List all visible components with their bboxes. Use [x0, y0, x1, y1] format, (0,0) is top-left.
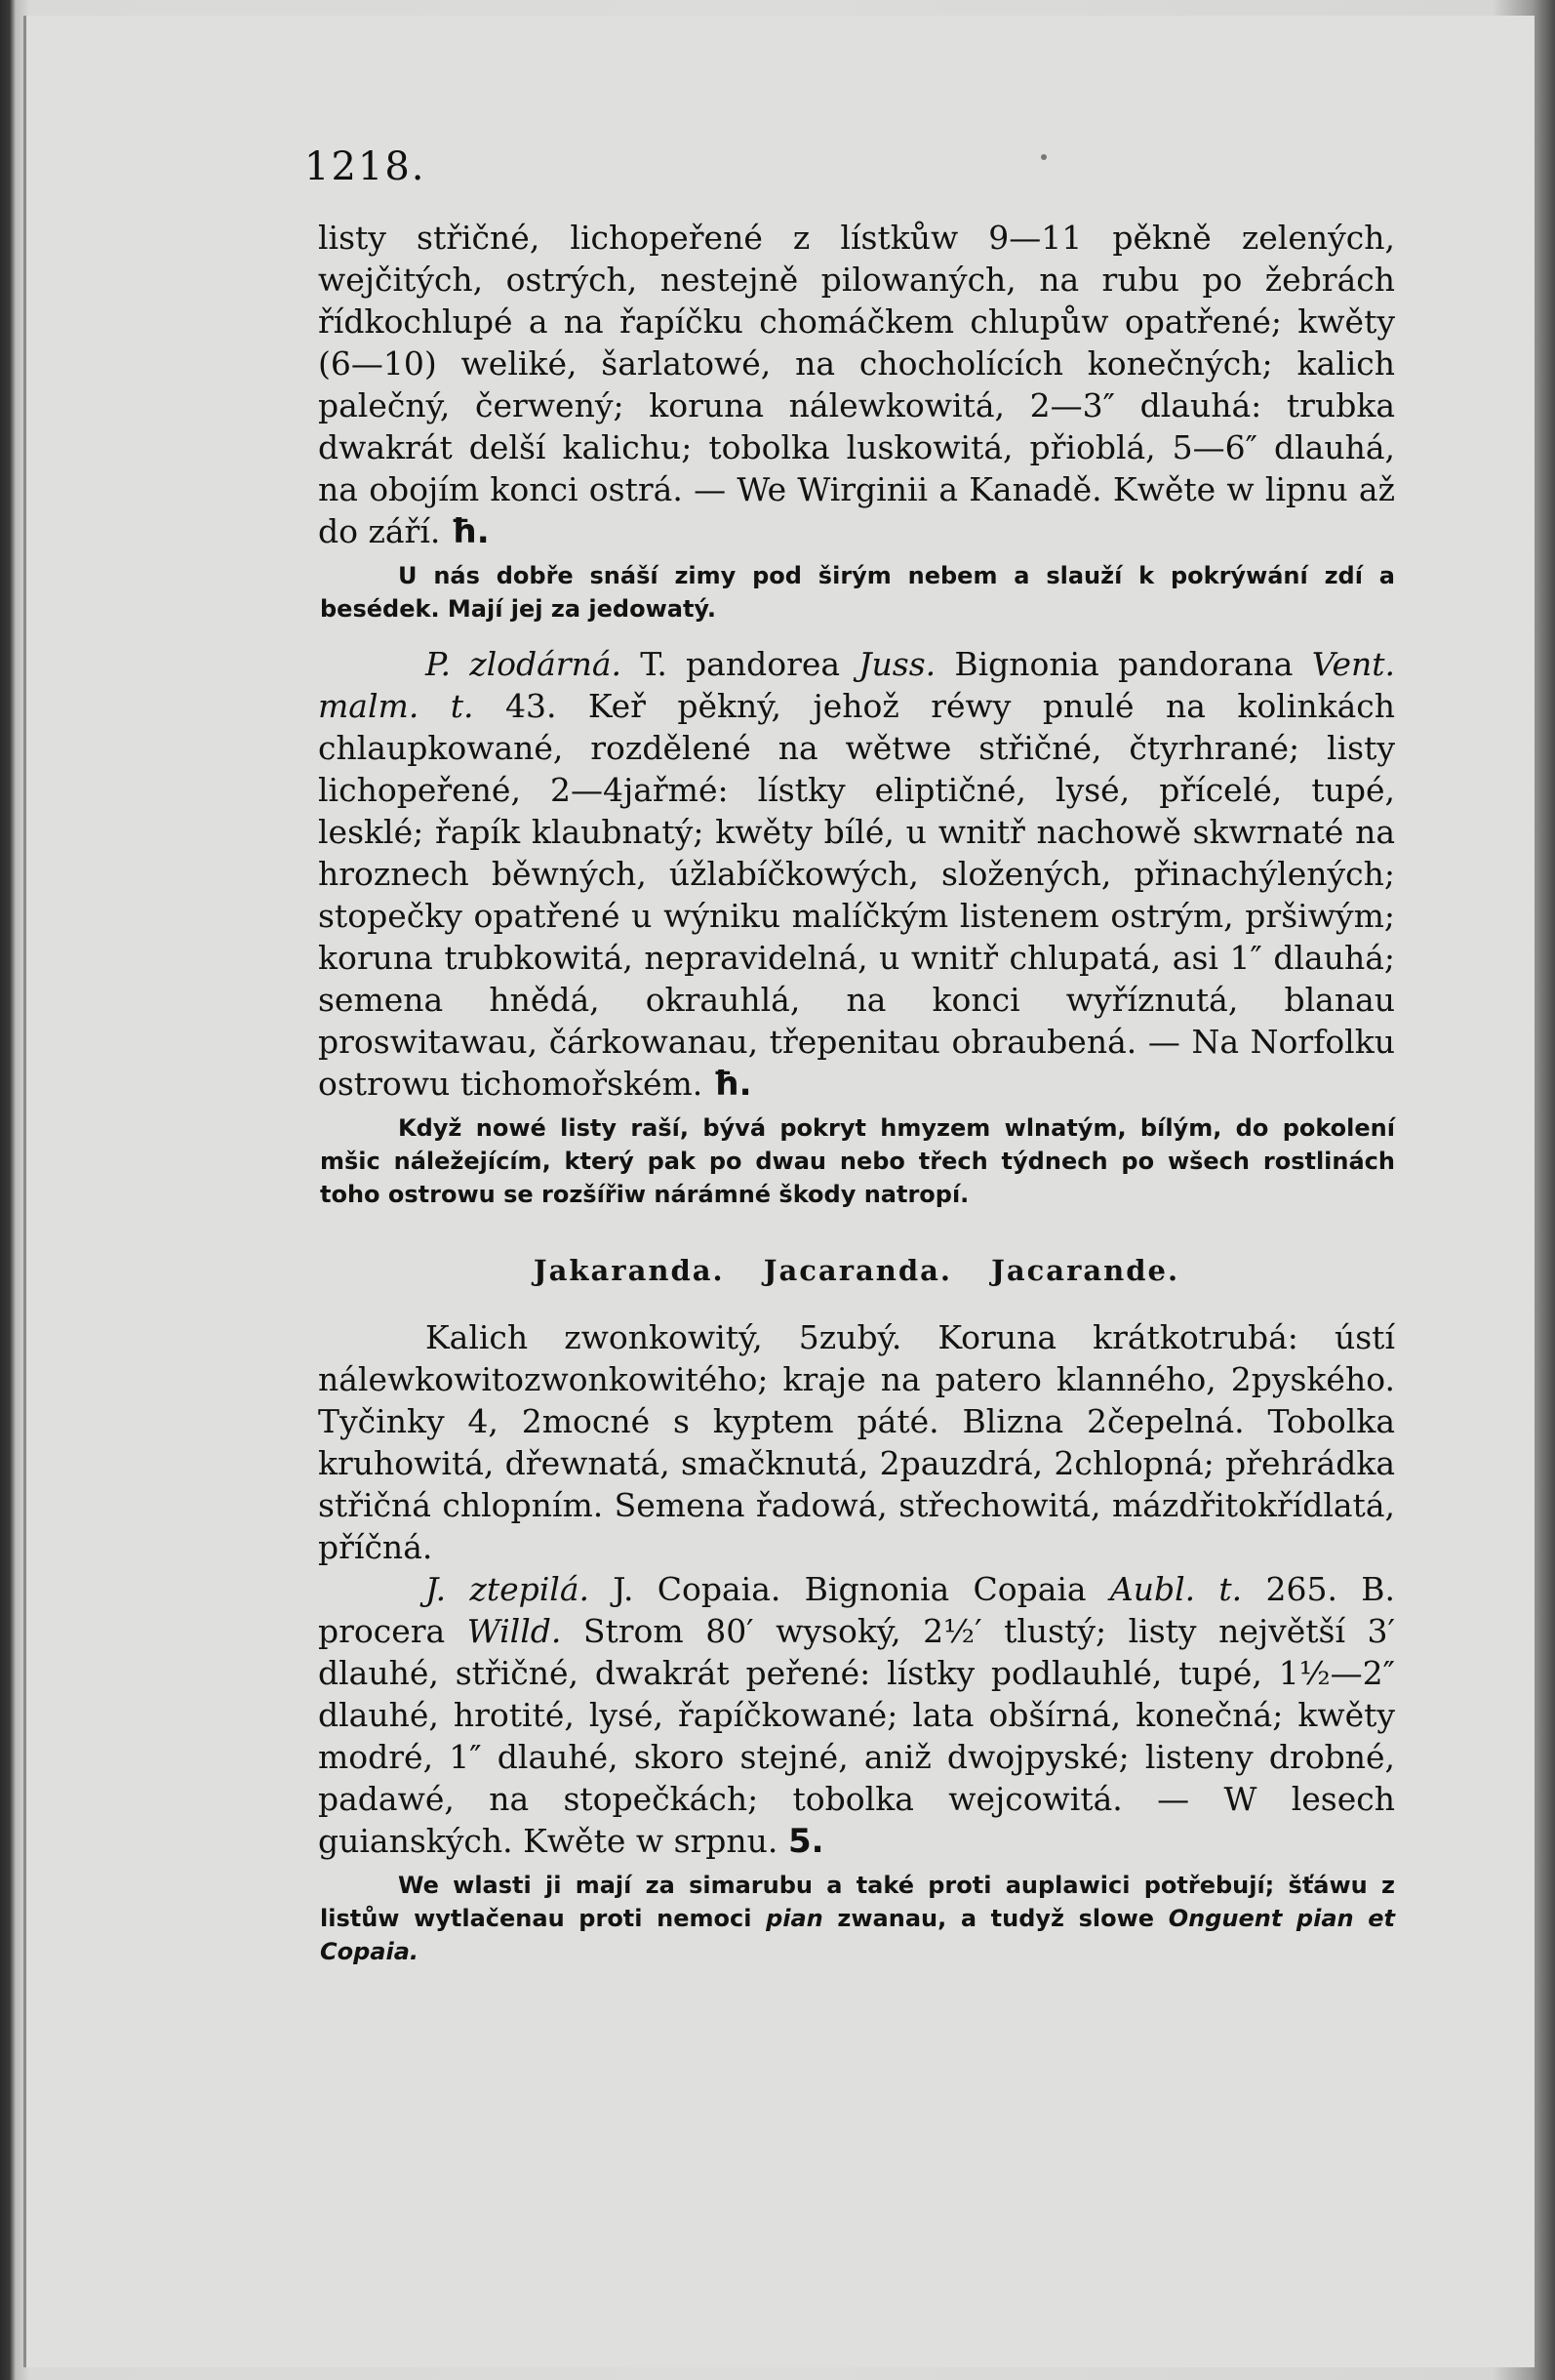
- species-name: J. ztepilá.: [425, 1570, 590, 1608]
- author-abbrev: Willd.: [466, 1612, 562, 1650]
- note-uses: [318, 1869, 1395, 1968]
- page-text: [318, 217, 1395, 1968]
- tree-symbol: ħ.: [450, 512, 490, 551]
- species-synonym: Bignonia pandorana: [954, 645, 1294, 683]
- speck: [1041, 154, 1047, 160]
- species-entry-pandorea: [318, 643, 1395, 1106]
- species-entry-copaia: [318, 1568, 1395, 1863]
- author-abbrev: Aubl. t.: [1109, 1570, 1243, 1608]
- reference-abbrev: Vent. malm. t.: [318, 645, 1396, 725]
- species-name: P. zlodárná.: [425, 645, 621, 683]
- note-term: Onguent pian et Copaia.: [320, 1905, 1395, 1965]
- tree-symbol: ħ.: [712, 1065, 752, 1104]
- note-text: zwanau, a tudyž slowe: [837, 1905, 1155, 1932]
- paragraph-continued: [318, 217, 1395, 553]
- species-synonym: 265. B. procera: [318, 1570, 1395, 1650]
- shrub-symbol: 5.: [787, 1822, 824, 1861]
- note-insects: Když nowé listy raší, bývá pokryt hmyzem wlnatým, bílým, do pokolení mšic náležejícím, který pak po dwau nebo třech týdnech po wšech rostlinách toho ostrowu se rozšířiw nárámné škody natropí.: [320, 1114, 1395, 1208]
- author-abbrev: Juss.: [858, 645, 937, 683]
- species-description: 43. Keř pěkný, jehož réwy pnulé na kolinkách chlaupkowané, rozdělené na wětwe střičné, čtyrhrané; listy lichopeřené, 2—4jařmé: lístky eliptičné, lysé, přícelé, tupé, lesklé; řapík klaubnatý; kwěty bílé, u wnitř nachowě skwrnaté na hroznech běwných, úžlabíčkowých, složených, přinachýlených; stopečky opatřené u wýniku malíčkým listenem ostrým, pršiwým; koruna trubkowitá, nepravidelná, u wnitř chlupatá, asi 1″ dlauhá; semena hnědá, okrauhlá, na konci wyříznutá, blanau proswitawau, čárkowanau, třepenitau obraubená. — Na Norfolku ostrowu tichomořském.: [318, 687, 1395, 1103]
- genus-german: Jacarande.: [991, 1254, 1180, 1287]
- note-term: pian: [766, 1905, 823, 1932]
- page-number: 1218.: [304, 144, 426, 189]
- species-synonym: J. Copaia. Bignonia Copaia: [613, 1570, 1087, 1608]
- genus-czech: Jakaranda.: [533, 1254, 725, 1287]
- paragraph-text: listy střičné, lichopeřené z lístkůw 9—11 pěkně zelených, wejčitých, ostrých, nestejně pilowaných, na rubu po žebrách řídkochlupé a na řapíčku chomáčkem chlupůw opatřené; kwěty (6—10) weliké, šarlatowé, na chocholících konečných; kalich palečný, čerwený; koruna nálewkowitá, 2—3″ dlauhá: trubka dwakrát delší kalichu; tobolka luskowitá, přioblá, 5—6″ dlauhá, na obojím konci ostrá. — We Wirginii a Kanadě. Kwěte w lipnu až do září.: [318, 219, 1395, 550]
- note-text: We wlasti ji mají za simarubu a také proti auplawici potřebují; šťáwu z listůw wytlačenau proti nemoci: [320, 1872, 1395, 1932]
- genus-latin: Jacaranda.: [763, 1254, 953, 1287]
- species-synonym: T. pandorea: [640, 645, 841, 683]
- genus-heading: [318, 1254, 1395, 1287]
- species-description: Strom 80′ wysoký, 2½′ tlustý; listy největší 3′ dlauhé, střičné, dwakrát peřené: lístky podlauhlé, tupé, 1½—2″ dlauhé, hrotité, lysé, řapíčkowané; lata obšírná, konečná; kwěty modré, 1″ dlauhé, skoro stejné, aniž dwojpyské; listeny drobné, padawé, na stopečkách; tobolka wejcowitá. — W lesech guianských. Kwěte w srpnu.: [318, 1612, 1396, 1860]
- genus-description: Kalich zwonkowitý, 5zubý. Koruna krátkotrubá: ústí nálewkowitozwonkowitého; kraje na patero klanného, 2pyského. Tyčinky 4, 2mocné s kyptem páté. Blizna 2čepelná. Tobolka kruhowitá, dřewnatá, smačknutá, 2pauzdrá, 2chlopná; přehrádka střičná chlopním. Semena řadowá, střechowitá, mázdřitokřídlatá, příčná.: [318, 1318, 1395, 1566]
- note-cultivation: U nás dobře snáší zimy pod širým nebem a slauží k pokrýwání zdí a besédek. Mají jej za jedowatý.: [320, 562, 1395, 623]
